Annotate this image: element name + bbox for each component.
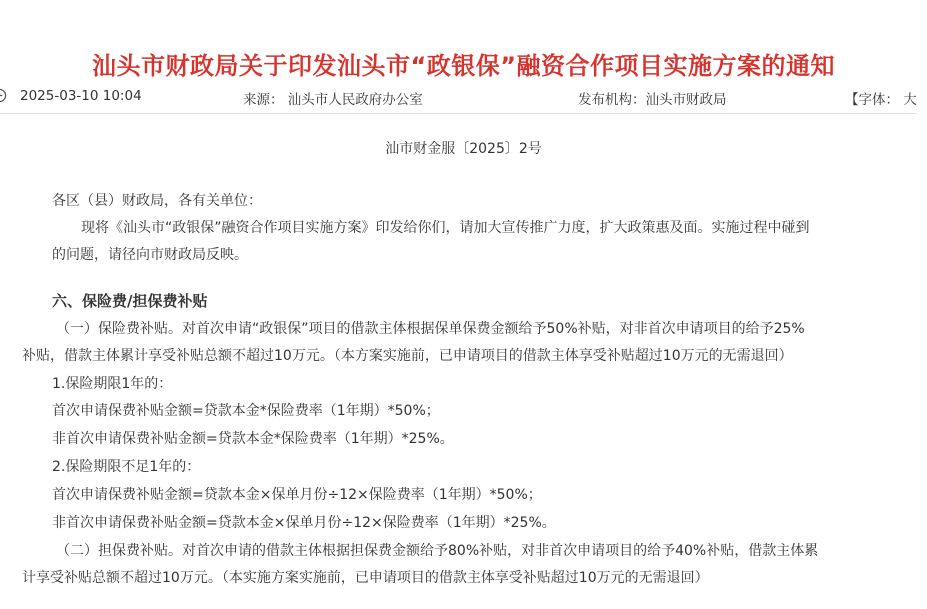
- insurance-subsidy-line-2: 补贴，借款主体累计享受补贴总额不超过10万元。（本方案实施前，已申请项目的借款主体享受补贴超过10万元的无需退回）: [22, 348, 793, 364]
- salutation: 各区（县）财政局，各有关单位：: [52, 193, 262, 209]
- insurance-subsidy-line-1: （一）保险费补贴。对首次申请“政银保”项目的借款主体根据保单保费金额给予50%补贴，对非首次申请项目的给予25%: [56, 321, 805, 337]
- clock-icon: [0, 88, 7, 103]
- formula-repeat-one-year: 非首次申请保费补贴金额=贷款本金*保险费率（1年期）*25%。: [52, 431, 454, 447]
- intro-paragraph-line-1: 现将《汕头市“政银保”融资合作项目实施方案》印发给你们，请加大宣传推广力度，扩大政策惠及面。实施过程中碰到: [81, 220, 810, 236]
- section-heading: 六、保险费/担保费补贴: [52, 292, 208, 310]
- intro-paragraph-line-2: 的问题，请径向市财政局反映。: [52, 247, 248, 263]
- guarantee-subsidy-line-2: 计享受补贴总额不超过10万元。（本实施方案实施前，已申请项目的借款主体享受补贴超过10万元的无需退回）: [22, 570, 709, 586]
- guarantee-subsidy-line-1: （二）担保费补贴。对首次申请的借款主体根据担保费金额给予80%补贴，对非首次申请项目的给予40%补贴，借款主体累: [56, 543, 819, 559]
- list-item-under-one-year: 2.保险期限不足1年的：: [52, 459, 201, 475]
- article-meta-bar: [0, 85, 927, 109]
- article-source: 来源： 汕头市人民政府办公室: [243, 92, 423, 108]
- publishing-agency: 发布机构：汕头市财政局: [578, 92, 727, 108]
- font-size-control[interactable]: 【字体： 大: [845, 92, 917, 108]
- publish-date: 2025-03-10 10:04: [20, 88, 142, 104]
- list-item-one-year: 1.保险期限1年的：: [52, 376, 173, 392]
- formula-repeat-under-one-year: 非首次申请保费补贴金额=贷款本金×保单月份÷12×保险费率（1年期）*25%。: [52, 515, 556, 531]
- meta-divider: [0, 113, 917, 114]
- formula-first-one-year: 首次申请保费补贴金额=贷款本金*保险费率（1年期）*50%；: [52, 403, 440, 419]
- document-number: 汕市财金服〔2025〕2号: [385, 141, 542, 157]
- article-title: 汕头市财政局关于印发汕头市“政银保”融资合作项目实施方案的通知: [91, 52, 836, 81]
- formula-first-under-one-year: 首次申请保费补贴金额=贷款本金×保单月份÷12×保险费率（1年期）*50%；: [52, 487, 542, 503]
